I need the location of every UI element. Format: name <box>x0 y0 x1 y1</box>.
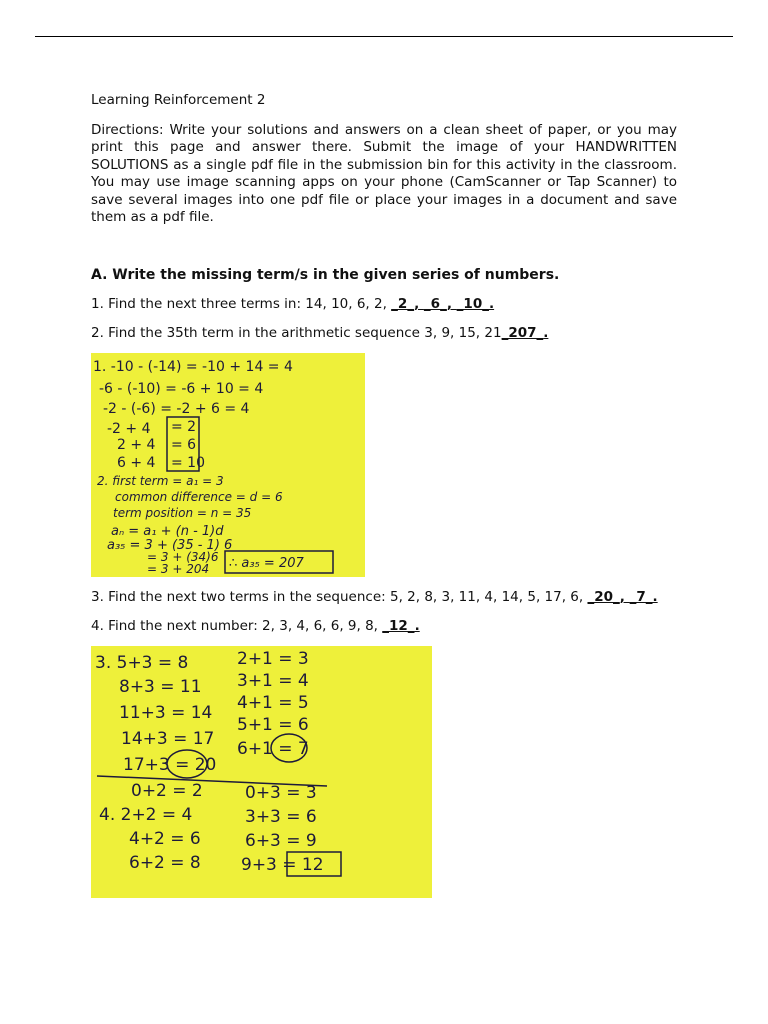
directions-paragraph: Directions: Write your solutions and answers on a clean sheet of paper, or you may print this page and answer there. Submit the image of your HANDWRITTEN SOLUTIONS as a single pdf file in the submission bin for this activity in the classroom. You may use image scanning apps on your phone (CamScanner or Tap Scanner) to save several images into one pdf file or place your images in a document and save them as a pdf file. <box>91 121 677 225</box>
hw2-line-12: 4. 2+2 = 4 <box>99 805 193 825</box>
hw1-line-8: 6 + 4 <box>117 455 156 471</box>
question-3: 3. Find the next two terms in the sequence: 5, 2, 8, 3, 11, 4, 14, 5, 17, 6, _20_, _7_. <box>91 589 658 605</box>
hw2-line-10: 6+1 = 7 <box>237 739 309 759</box>
document-body <box>91 92 677 898</box>
hw2-line-18: 9+3 = 12 <box>241 855 324 875</box>
hw1-line-16: = 3 + 204 <box>147 562 210 576</box>
hw2-line-1: 3. 5+3 = 8 <box>95 653 189 673</box>
question-4-text: 4. Find the next number: 2, 3, 4, 6, 6, 9, 8, <box>91 617 383 634</box>
hw1-line-7: = 6 <box>171 437 197 453</box>
hw1-line-2: -6 - (-10) = -6 + 10 = 4 <box>99 381 264 397</box>
hw1-line-1: 1. -10 - (-14) = -10 + 14 = 4 <box>93 359 293 375</box>
handwritten-solution-image-2 <box>91 646 432 898</box>
hw2-line-4: 14+3 = 17 <box>121 729 215 749</box>
hw2-line-3: 11+3 = 14 <box>119 703 213 723</box>
document-title: Learning Reinforcement 2 <box>91 92 266 108</box>
hw1-line-14: a₃₅ = 3 + (35 - 1) 6 <box>107 538 233 553</box>
hw1-line-3: -2 - (-6) = -2 + 6 = 4 <box>103 401 250 417</box>
hw1-line-6: 2 + 4 <box>117 437 156 453</box>
question-2-answer: _207_ <box>501 324 544 341</box>
hw2-line-8: 4+1 = 5 <box>237 693 309 713</box>
hw1-line-9: = 10 <box>171 455 205 471</box>
hw1-line-4: -2 + 4 <box>107 421 151 437</box>
hw2-line-13: 4+2 = 6 <box>129 829 201 849</box>
hw1-line-13: aₙ = a₁ + (n - 1)d <box>111 524 224 539</box>
question-1-text: 1. Find the next three terms in: 14, 10, 6, 2, <box>91 296 392 312</box>
question-3-answer-2: _7_ <box>629 589 653 605</box>
hw2-line-14: 6+2 = 8 <box>129 853 201 873</box>
header-rule <box>35 36 733 37</box>
question-1-answer-1: _2_ <box>391 296 415 312</box>
hw2-line-17: 6+3 = 9 <box>245 831 317 851</box>
hw2-line-9: 5+1 = 6 <box>237 715 309 735</box>
question-4: 4. Find the next number: 2, 3, 4, 6, 6, 9, 8, _12_. <box>91 617 420 634</box>
hw2-line-2: 8+3 = 11 <box>119 677 202 697</box>
question-2: 2. Find the 35th term in the arithmetic sequence 3, 9, 15, 21_207_. <box>91 324 549 341</box>
hw1-line-11: common difference = d = 6 <box>115 490 283 504</box>
question-3-text: 3. Find the next two terms in the sequence: 5, 2, 8, 3, 11, 4, 14, 5, 17, 6, <box>91 589 588 605</box>
hw2-line-7: 3+1 = 4 <box>237 671 309 691</box>
hw1-line-15: = 3 + (34)6 <box>147 550 219 564</box>
hw2-line-11: 0+2 = 2 <box>131 781 203 801</box>
hw2-line-16: 3+3 = 6 <box>245 807 317 827</box>
question-2-text: 2. Find the 35th term in the arithmetic sequence 3, 9, 15, 21 <box>91 324 502 341</box>
question-1-answer-2: _6_ <box>423 296 447 312</box>
question-1: 1. Find the next three terms in: 14, 10, 6, 2, _2_, _6_, _10_. <box>91 296 495 312</box>
hw1-line-12: term position = n = 35 <box>113 506 252 520</box>
hw1-line-17: ∴ a₃₅ = 207 <box>229 556 304 571</box>
hw1-line-10: 2. first term = a₁ = 3 <box>97 474 224 488</box>
hw1-line-5: = 2 <box>171 419 197 435</box>
handwritten-solution-image-1 <box>91 353 365 577</box>
section-a-heading: A. Write the missing term/s in the given series of numbers. <box>91 266 560 283</box>
hw2-line-6: 2+1 = 3 <box>237 649 309 669</box>
question-1-answer-3: _10_ <box>456 296 489 312</box>
hw2-line-15: 0+3 = 3 <box>245 783 317 803</box>
question-4-answer: _12_ <box>382 617 415 634</box>
question-3-answer-1: _20_ <box>587 589 620 605</box>
hw2-line-5: 17+3 = 20 <box>123 755 217 775</box>
